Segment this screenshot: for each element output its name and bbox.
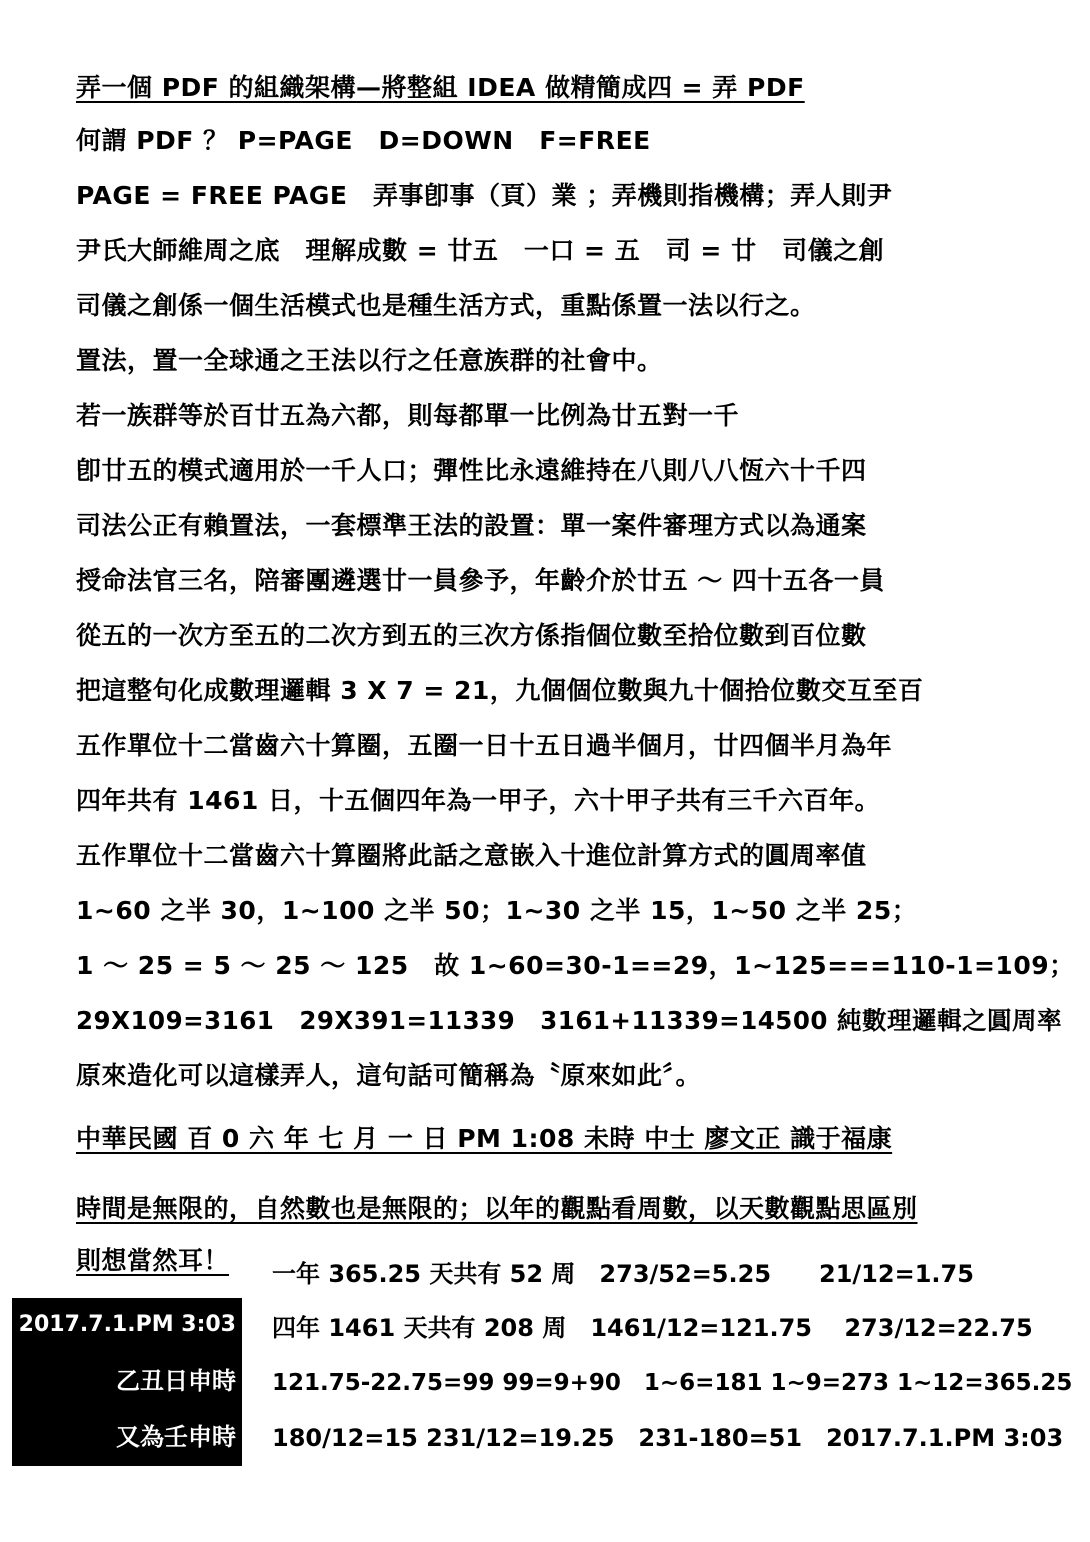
body-line-11: 把這整句化成數理邏輯 3 X 7 = 21，九個個位數與九十個拾位數交互至百 xyxy=(76,676,924,705)
stamp-date: 2017.7.1.PM 3:03 xyxy=(18,1312,236,1337)
body-line-13: 四年共有 1461 日，十五個四年為一甲子，六十甲子共有三千六百年。 xyxy=(76,786,880,815)
body-line-9: 授命法官三名，陪審團遴選廿一員參予，年齡介於廿五 ～ 四十五各一員 xyxy=(76,566,885,595)
body-line-16: 1 ～ 25 = 5 ～ 25 ～ 125 故 1~60=30-1==29，1~125===110-1=109； xyxy=(76,951,1075,980)
calc-line-2: 四年 1461 天共有 208 周 1461/12=121.75 273/12=22.75 xyxy=(272,1314,1033,1342)
stamp-line-3: 又為壬申時 xyxy=(116,1423,236,1451)
body-line-6: 若一族群等於百廿五為六都，則每都單一比例為廿五對一千 xyxy=(76,401,740,430)
stamp-line-2: 乙丑日申時 xyxy=(116,1367,236,1395)
body-line-5: 置法，置一全球通之王法以行之任意族群的社會中。 xyxy=(76,346,663,375)
document-title: 弄一個 PDF 的組織架構—將整組 IDEA 做精簡成四 = 弄 PDF xyxy=(76,73,805,102)
body-line-2: PAGE = FREE PAGE 弄事卽事（頁）業 ；弄機則指機構；弄人則尹 xyxy=(76,181,893,210)
calc-line-1: 一年 365.25 天共有 52 周 273/52=5.25 21/12=1.75 xyxy=(272,1260,974,1288)
body-line-12: 五作單位十二當齒六十算圈，五圈一日十五日過半個月，廿四個半月為年 xyxy=(76,731,893,760)
note-line-2: 則想當然耳！ xyxy=(76,1246,230,1275)
note-line-1: 時間是無限的，自然數也是無限的；以年的觀點看周數，以天數觀點思區別 xyxy=(76,1194,918,1223)
body-line-17: 29X109=3161 29X391=11339 3161+11339=14500 純數理邏輯之圓周率 xyxy=(76,1006,1062,1035)
calc-line-3: 121.75-22.75=99 99=9+90 1~6=181 1~9=273 1~12=365.25 xyxy=(272,1370,1073,1396)
body-line-3: 尹氏大師維周之底 理解成數 = 廿五 一口 = 五 司 = 廿 司儀之創 xyxy=(76,236,885,265)
date-stamp-box xyxy=(12,1298,242,1466)
body-line-4: 司儀之創係一個生活模式也是種生活方式，重點係置一法以行之。 xyxy=(76,291,816,320)
signature-line: 中華民國 百 0 六 年 七 月 一 日 PM 1:08 未時 中士 廖文正 識于福康 xyxy=(76,1124,893,1153)
body-line-8: 司法公正有賴置法，一套標準王法的設置：單一案件審理方式以為通案 xyxy=(76,511,867,540)
calc-line-4: 180/12=15 231/12=19.25 231-180=51 2017.7.1.PM 3:03 xyxy=(272,1424,1064,1452)
body-line-7: 卽廿五的模式適用於一千人口；彈性比永遠維持在八則八八恆六十千四 xyxy=(76,456,867,485)
body-line-14: 五作單位十二當齒六十算圈將此話之意嵌入十進位計算方式的圓周率值 xyxy=(76,841,867,870)
body-line-1: 何謂 PDF ？ P=PAGE D=DOWN F=FREE xyxy=(76,126,651,155)
body-line-10: 從五的一次方至五的二次方到五的三次方係指個位數至拾位數到百位數 xyxy=(76,621,867,650)
body-line-18: 原來造化可以這樣弄人，這句話可簡稱為〝原來如此〞。 xyxy=(76,1061,702,1090)
body-line-15: 1~60 之半 30，1~100 之半 50；1~30 之半 15，1~50 之半 25； xyxy=(76,896,918,925)
